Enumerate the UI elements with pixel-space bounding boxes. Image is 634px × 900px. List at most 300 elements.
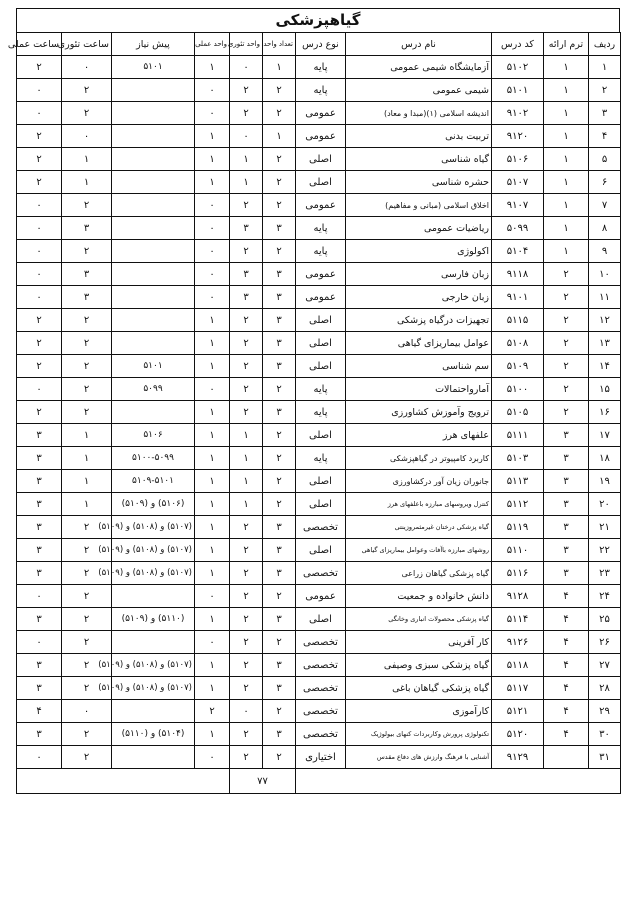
cell-practical-units: ۱ <box>195 608 230 631</box>
cell-course-type: اختیاری <box>296 746 346 769</box>
cell-units: ۲ <box>263 631 296 654</box>
cell-term: ۱ <box>544 240 589 263</box>
cell-practical-hours: ۲ <box>17 171 62 194</box>
cell-theory-units: ۲ <box>230 723 263 746</box>
header-theory-units: واحد تئوری <box>230 33 263 56</box>
cell-practical-units: ۱ <box>195 424 230 447</box>
table-row <box>17 723 621 746</box>
cell-course-type: اصلی <box>296 309 346 332</box>
course-table <box>7 32 621 794</box>
cell-code: ۹۱۰۱ <box>492 286 544 309</box>
cell-term: ۳ <box>544 493 589 516</box>
cell-prereq: (۵۱۰۷) و (۵۱۰۸) و (۵۱۰۹) <box>112 654 195 677</box>
cell-theory-hours: ۲ <box>62 631 112 654</box>
cell-code: ۵۱۱۷ <box>492 677 544 700</box>
cell-practical-hours: ۰ <box>17 263 62 286</box>
cell-radif: ۲۵ <box>589 608 621 631</box>
cell-practical-units: ۱ <box>195 677 230 700</box>
cell-course-type: تخصصی <box>296 654 346 677</box>
cell-course-type: عمومی <box>296 263 346 286</box>
cell-practical-units: ۱ <box>195 539 230 562</box>
cell-practical-units: ۱ <box>195 125 230 148</box>
cell-course-type: اصلی <box>296 539 346 562</box>
table-row <box>17 378 621 401</box>
cell-theory-units: ۰ <box>230 700 263 723</box>
cell-practical-units: ۰ <box>195 102 230 125</box>
cell-prereq <box>112 240 195 263</box>
cell-theory-units: ۲ <box>230 378 263 401</box>
cell-theory-units: ۰ <box>230 56 263 79</box>
cell-radif: ۹ <box>589 240 621 263</box>
cell-code: ۹۱۲۰ <box>492 125 544 148</box>
cell-theory-units: ۲ <box>230 516 263 539</box>
table-row <box>17 263 621 286</box>
cell-prereq <box>112 194 195 217</box>
cell-term: ۴ <box>544 700 589 723</box>
cell-term: ۳ <box>544 562 589 585</box>
table-row <box>17 217 621 240</box>
page-title: گیاهپزشکی <box>16 8 620 32</box>
cell-code: ۵۱۲۰ <box>492 723 544 746</box>
cell-units: ۳ <box>263 263 296 286</box>
cell-theory-units: ۲ <box>230 355 263 378</box>
cell-prereq <box>112 102 195 125</box>
cell-course-type: تخصصی <box>296 677 346 700</box>
cell-course-type: تخصصی <box>296 631 346 654</box>
cell-units: ۳ <box>263 677 296 700</box>
cell-practical-units: ۱ <box>195 355 230 378</box>
cell-course-name: شیمی عمومی <box>346 79 492 102</box>
cell-practical-hours: ۳ <box>17 424 62 447</box>
cell-practical-hours: ۲ <box>17 401 62 424</box>
cell-prereq <box>112 700 195 723</box>
table-row <box>17 631 621 654</box>
cell-prereq <box>112 79 195 102</box>
cell-theory-units: ۲ <box>230 401 263 424</box>
cell-prereq <box>112 309 195 332</box>
cell-code: ۵۱۱۲ <box>492 493 544 516</box>
cell-term: ۲ <box>544 378 589 401</box>
cell-term: ۱ <box>544 102 589 125</box>
cell-radif: ۳۱ <box>589 746 621 769</box>
cell-prereq: ۵۱۰۹-۵۱۰۱ <box>112 470 195 493</box>
table-header-row <box>17 33 621 56</box>
cell-practical-hours: ۳ <box>17 723 62 746</box>
cell-code: ۵۱۰۲ <box>492 56 544 79</box>
cell-units: ۲ <box>263 102 296 125</box>
cell-code: ۵۱۰۱ <box>492 79 544 102</box>
cell-units: ۳ <box>263 332 296 355</box>
cell-theory-hours: ۲ <box>62 378 112 401</box>
cell-course-name: دانش خانواده و جمعیت <box>346 585 492 608</box>
cell-radif: ۷ <box>589 194 621 217</box>
cell-term: ۲ <box>544 332 589 355</box>
cell-term: ۱ <box>544 56 589 79</box>
cell-radif: ۲۹ <box>589 700 621 723</box>
cell-radif: ۱۸ <box>589 447 621 470</box>
cell-practical-hours: ۰ <box>17 79 62 102</box>
table-row <box>17 125 621 148</box>
cell-code: ۵۱۰۹ <box>492 355 544 378</box>
cell-practical-hours: ۳ <box>17 562 62 585</box>
cell-code: ۵۱۰۵ <box>492 401 544 424</box>
cell-units: ۳ <box>263 723 296 746</box>
cell-radif: ۳ <box>589 102 621 125</box>
cell-theory-hours: ۰ <box>62 56 112 79</box>
cell-practical-hours: ۰ <box>17 286 62 309</box>
cell-units: ۳ <box>263 286 296 309</box>
header-theory-hours: ساعت تئوری <box>62 33 112 56</box>
cell-term: ۴ <box>544 723 589 746</box>
cell-theory-units: ۲ <box>230 677 263 700</box>
cell-radif: ۱۵ <box>589 378 621 401</box>
table-row <box>17 148 621 171</box>
header-term: ترم ارائه <box>544 33 589 56</box>
cell-practical-hours: ۴ <box>17 700 62 723</box>
cell-radif: ۲۳ <box>589 562 621 585</box>
cell-theory-hours: ۲ <box>62 746 112 769</box>
cell-practical-hours: ۲ <box>17 355 62 378</box>
cell-course-name: جانوران زیان آور درکشاورزی <box>346 470 492 493</box>
cell-practical-units: ۱ <box>195 723 230 746</box>
cell-units: ۲ <box>263 378 296 401</box>
cell-code: ۵۱۰۸ <box>492 332 544 355</box>
cell-course-type: تخصصی <box>296 516 346 539</box>
table-row <box>17 516 621 539</box>
table-body <box>17 56 621 769</box>
cell-theory-hours: ۲ <box>62 539 112 562</box>
cell-course-type: اصلی <box>296 171 346 194</box>
cell-course-name: اندیشه اسلامی (۱)(مبدا و معاد) <box>346 102 492 125</box>
cell-units: ۳ <box>263 355 296 378</box>
cell-theory-hours: ۱ <box>62 493 112 516</box>
cell-radif: ۱۰ <box>589 263 621 286</box>
table-row <box>17 240 621 263</box>
page-number: ۷۷ <box>230 769 296 794</box>
cell-code: ۵۱۰۶ <box>492 148 544 171</box>
cell-course-name: کاربرد کامپیوتر در گیاهپزشکی <box>346 447 492 470</box>
cell-units: ۲ <box>263 746 296 769</box>
cell-practical-hours: ۰ <box>17 746 62 769</box>
cell-units: ۳ <box>263 309 296 332</box>
cell-term: ۴ <box>544 677 589 700</box>
cell-units: ۲ <box>263 148 296 171</box>
cell-prereq <box>112 401 195 424</box>
cell-practical-hours: ۲ <box>17 148 62 171</box>
cell-course-type: پایه <box>296 217 346 240</box>
cell-radif: ۱۷ <box>589 424 621 447</box>
cell-practical-units: ۱ <box>195 332 230 355</box>
cell-radif: ۸ <box>589 217 621 240</box>
cell-theory-units: ۲ <box>230 608 263 631</box>
cell-course-name: تکنولوژی پرورش وکاربردات کنهای بیولوژیک <box>346 723 492 746</box>
cell-practical-units: ۱ <box>195 171 230 194</box>
cell-theory-hours: ۲ <box>62 194 112 217</box>
cell-practical-hours: ۳ <box>17 539 62 562</box>
cell-units: ۲ <box>263 424 296 447</box>
course-sheet <box>7 8 620 794</box>
cell-course-name: آشنایی با فرهنگ وارزش های دفاع مقدس <box>346 746 492 769</box>
cell-theory-units: ۲ <box>230 240 263 263</box>
cell-term: ۲ <box>544 355 589 378</box>
cell-radif: ۶ <box>589 171 621 194</box>
cell-term: ۱ <box>544 171 589 194</box>
cell-code: ۵۱۱۹ <box>492 516 544 539</box>
cell-prereq: ۵۱۰۰-۵۰۹۹ <box>112 447 195 470</box>
cell-theory-hours: ۱ <box>62 470 112 493</box>
cell-course-name: تجهیزات درگیاه پزشکی <box>346 309 492 332</box>
table-row <box>17 585 621 608</box>
cell-course-type: پایه <box>296 56 346 79</box>
cell-theory-hours: ۱ <box>62 447 112 470</box>
cell-practical-hours: ۳ <box>17 493 62 516</box>
cell-course-name: روشهای مبارزه باآفات وعوامل بیماریزای گیاهی <box>346 539 492 562</box>
cell-theory-hours: ۲ <box>62 562 112 585</box>
cell-theory-hours: ۲ <box>62 723 112 746</box>
cell-course-type: اصلی <box>296 608 346 631</box>
cell-theory-units: ۲ <box>230 585 263 608</box>
cell-term: ۴ <box>544 608 589 631</box>
cell-units: ۱ <box>263 125 296 148</box>
table-row <box>17 470 621 493</box>
cell-prereq: (۵۱۱۰) و (۵۱۰۹) <box>112 608 195 631</box>
cell-radif: ۲۶ <box>589 631 621 654</box>
cell-theory-units: ۳ <box>230 286 263 309</box>
cell-practical-units: ۱ <box>195 562 230 585</box>
cell-prereq <box>112 286 195 309</box>
cell-theory-units: ۱ <box>230 424 263 447</box>
cell-course-name: اکولوژی <box>346 240 492 263</box>
cell-units: ۲ <box>263 171 296 194</box>
cell-term: ۲ <box>544 263 589 286</box>
cell-units: ۳ <box>263 562 296 585</box>
table-row <box>17 79 621 102</box>
table-row <box>17 447 621 470</box>
cell-prereq <box>112 746 195 769</box>
cell-practical-hours: ۰ <box>17 585 62 608</box>
cell-practical-units: ۰ <box>195 378 230 401</box>
cell-course-type: اصلی <box>296 470 346 493</box>
cell-course-name: کارآموزی <box>346 700 492 723</box>
cell-course-type: پایه <box>296 79 346 102</box>
cell-code: ۵۱۱۳ <box>492 470 544 493</box>
cell-course-name: تربیت بدنی <box>346 125 492 148</box>
cell-radif: ۳۰ <box>589 723 621 746</box>
cell-radif: ۲۸ <box>589 677 621 700</box>
header-prereq: پیش نیاز <box>112 33 195 56</box>
cell-theory-units: ۲ <box>230 631 263 654</box>
cell-prereq: (۵۱۰۷) و (۵۱۰۸) و (۵۱۰۹) <box>112 562 195 585</box>
cell-course-name: گیاه پزشکی محصولات انباری وخانگی <box>346 608 492 631</box>
cell-practical-hours: ۰ <box>17 378 62 401</box>
cell-code: ۹۱۲۹ <box>492 746 544 769</box>
cell-theory-units: ۲ <box>230 539 263 562</box>
cell-code: ۵۱۱۴ <box>492 608 544 631</box>
cell-practical-units: ۰ <box>195 240 230 263</box>
cell-code: ۹۱۲۸ <box>492 585 544 608</box>
cell-course-type: اصلی <box>296 355 346 378</box>
header-practical-hours: ساعت عملی <box>17 33 62 56</box>
table-row <box>17 539 621 562</box>
cell-course-name: سم شناسی <box>346 355 492 378</box>
footer-blank-right <box>296 769 621 794</box>
cell-code: ۵۱۰۳ <box>492 447 544 470</box>
cell-practical-hours: ۳ <box>17 470 62 493</box>
cell-prereq: (۵۱۰۷) و (۵۱۰۸) و (۵۱۰۹) <box>112 677 195 700</box>
cell-course-name: ریاضیات عمومی <box>346 217 492 240</box>
cell-theory-hours: ۲ <box>62 608 112 631</box>
cell-course-name: اخلاق اسلامی (مبانی و مفاهیم) <box>346 194 492 217</box>
cell-course-type: پایه <box>296 378 346 401</box>
cell-course-name: گیاه پزشکی گیاهان زراعی <box>346 562 492 585</box>
cell-theory-hours: ۲ <box>62 585 112 608</box>
cell-course-type: تخصصی <box>296 562 346 585</box>
cell-units: ۲ <box>263 447 296 470</box>
cell-term: ۱ <box>544 148 589 171</box>
cell-prereq <box>112 125 195 148</box>
cell-prereq: (۵۱۰۷) و (۵۱۰۸) و (۵۱۰۹) <box>112 539 195 562</box>
table-row <box>17 309 621 332</box>
table-row <box>17 424 621 447</box>
cell-practical-units: ۰ <box>195 286 230 309</box>
cell-theory-units: ۲ <box>230 309 263 332</box>
cell-code: ۵۱۱۸ <box>492 654 544 677</box>
cell-practical-units: ۱ <box>195 516 230 539</box>
cell-practical-units: ۱ <box>195 148 230 171</box>
cell-practical-units: ۲ <box>195 700 230 723</box>
cell-theory-units: ۳ <box>230 217 263 240</box>
cell-units: ۳ <box>263 654 296 677</box>
cell-course-name: آمارواحتمالات <box>346 378 492 401</box>
cell-code: ۹۱۰۷ <box>492 194 544 217</box>
cell-course-name: گیاه پزشکی گیاهان باغی <box>346 677 492 700</box>
cell-course-type: پایه <box>296 240 346 263</box>
cell-term: ۱ <box>544 125 589 148</box>
header-radif: ردیف <box>589 33 621 56</box>
cell-practical-hours: ۰ <box>17 217 62 240</box>
cell-practical-hours: ۳ <box>17 447 62 470</box>
cell-prereq <box>112 148 195 171</box>
cell-radif: ۲۴ <box>589 585 621 608</box>
cell-radif: ۱۴ <box>589 355 621 378</box>
cell-radif: ۴ <box>589 125 621 148</box>
cell-units: ۳ <box>263 401 296 424</box>
cell-radif: ۱۲ <box>589 309 621 332</box>
cell-theory-units: ۲ <box>230 332 263 355</box>
cell-term: ۳ <box>544 539 589 562</box>
cell-practical-units: ۱ <box>195 654 230 677</box>
cell-theory-hours: ۰ <box>62 700 112 723</box>
cell-course-type: اصلی <box>296 148 346 171</box>
cell-practical-hours: ۳ <box>17 516 62 539</box>
cell-course-type: اصلی <box>296 424 346 447</box>
cell-prereq: ۵۰۹۹ <box>112 378 195 401</box>
cell-course-name: گیاه پزشکی درختان غیرمثمروزینتی <box>346 516 492 539</box>
cell-course-name: حشره شناسی <box>346 171 492 194</box>
cell-code: ۹۱۰۲ <box>492 102 544 125</box>
table-row <box>17 562 621 585</box>
table-row <box>17 654 621 677</box>
cell-prereq: (۵۱۰۶) و (۵۱۰۹) <box>112 493 195 516</box>
cell-prereq <box>112 631 195 654</box>
cell-prereq <box>112 263 195 286</box>
cell-theory-units: ۱ <box>230 148 263 171</box>
cell-radif: ۱۳ <box>589 332 621 355</box>
cell-practical-hours: ۲ <box>17 309 62 332</box>
cell-term: ۴ <box>544 631 589 654</box>
cell-prereq: ۵۱۰۶ <box>112 424 195 447</box>
cell-theory-hours: ۲ <box>62 355 112 378</box>
cell-radif: ۲۱ <box>589 516 621 539</box>
table-row <box>17 746 621 769</box>
cell-radif: ۲۷ <box>589 654 621 677</box>
cell-course-type: اصلی <box>296 493 346 516</box>
cell-course-type: پایه <box>296 401 346 424</box>
cell-units: ۲ <box>263 585 296 608</box>
cell-code: ۹۱۱۸ <box>492 263 544 286</box>
cell-practical-units: ۰ <box>195 585 230 608</box>
cell-theory-units: ۳ <box>230 263 263 286</box>
cell-theory-hours: ۱ <box>62 148 112 171</box>
cell-theory-units: ۲ <box>230 746 263 769</box>
cell-units: ۳ <box>263 516 296 539</box>
cell-course-type: عمومی <box>296 585 346 608</box>
cell-theory-hours: ۳ <box>62 286 112 309</box>
table-row <box>17 493 621 516</box>
cell-theory-hours: ۲ <box>62 401 112 424</box>
cell-theory-hours: ۲ <box>62 309 112 332</box>
cell-practical-hours: ۰ <box>17 631 62 654</box>
table-row <box>17 171 621 194</box>
cell-units: ۳ <box>263 539 296 562</box>
cell-term: ۱ <box>544 79 589 102</box>
cell-practical-hours: ۲ <box>17 56 62 79</box>
cell-course-name: گیاه پزشکی سبزی وصیفی <box>346 654 492 677</box>
cell-term: ۲ <box>544 401 589 424</box>
cell-theory-hours: ۲ <box>62 677 112 700</box>
cell-term: ۳ <box>544 470 589 493</box>
table-row <box>17 401 621 424</box>
header-units: تعداد واحد <box>263 33 296 56</box>
cell-practical-hours: ۲ <box>17 332 62 355</box>
cell-course-type: اصلی <box>296 332 346 355</box>
cell-theory-units: ۰ <box>230 125 263 148</box>
cell-course-type: عمومی <box>296 125 346 148</box>
table-row <box>17 102 621 125</box>
cell-theory-hours: ۲ <box>62 240 112 263</box>
cell-code: ۵۱۰۷ <box>492 171 544 194</box>
cell-course-type: تخصصی <box>296 700 346 723</box>
cell-theory-units: ۲ <box>230 79 263 102</box>
cell-theory-units: ۱ <box>230 493 263 516</box>
cell-practical-hours: ۰ <box>17 194 62 217</box>
cell-theory-hours: ۲ <box>62 654 112 677</box>
cell-theory-hours: ۳ <box>62 263 112 286</box>
cell-theory-hours: ۳ <box>62 217 112 240</box>
cell-term: ۲ <box>544 309 589 332</box>
cell-practical-units: ۰ <box>195 217 230 240</box>
cell-term <box>544 746 589 769</box>
cell-radif: ۲۰ <box>589 493 621 516</box>
cell-practical-hours: ۳ <box>17 608 62 631</box>
cell-course-name: کنترل ویروسهای مبارزه باعلفهای هرز <box>346 493 492 516</box>
cell-units: ۲ <box>263 240 296 263</box>
cell-course-name: ترویج وآموزش کشاورزی <box>346 401 492 424</box>
cell-prereq <box>112 171 195 194</box>
cell-course-type: عمومی <box>296 102 346 125</box>
cell-practical-units: ۰ <box>195 194 230 217</box>
cell-term: ۲ <box>544 286 589 309</box>
